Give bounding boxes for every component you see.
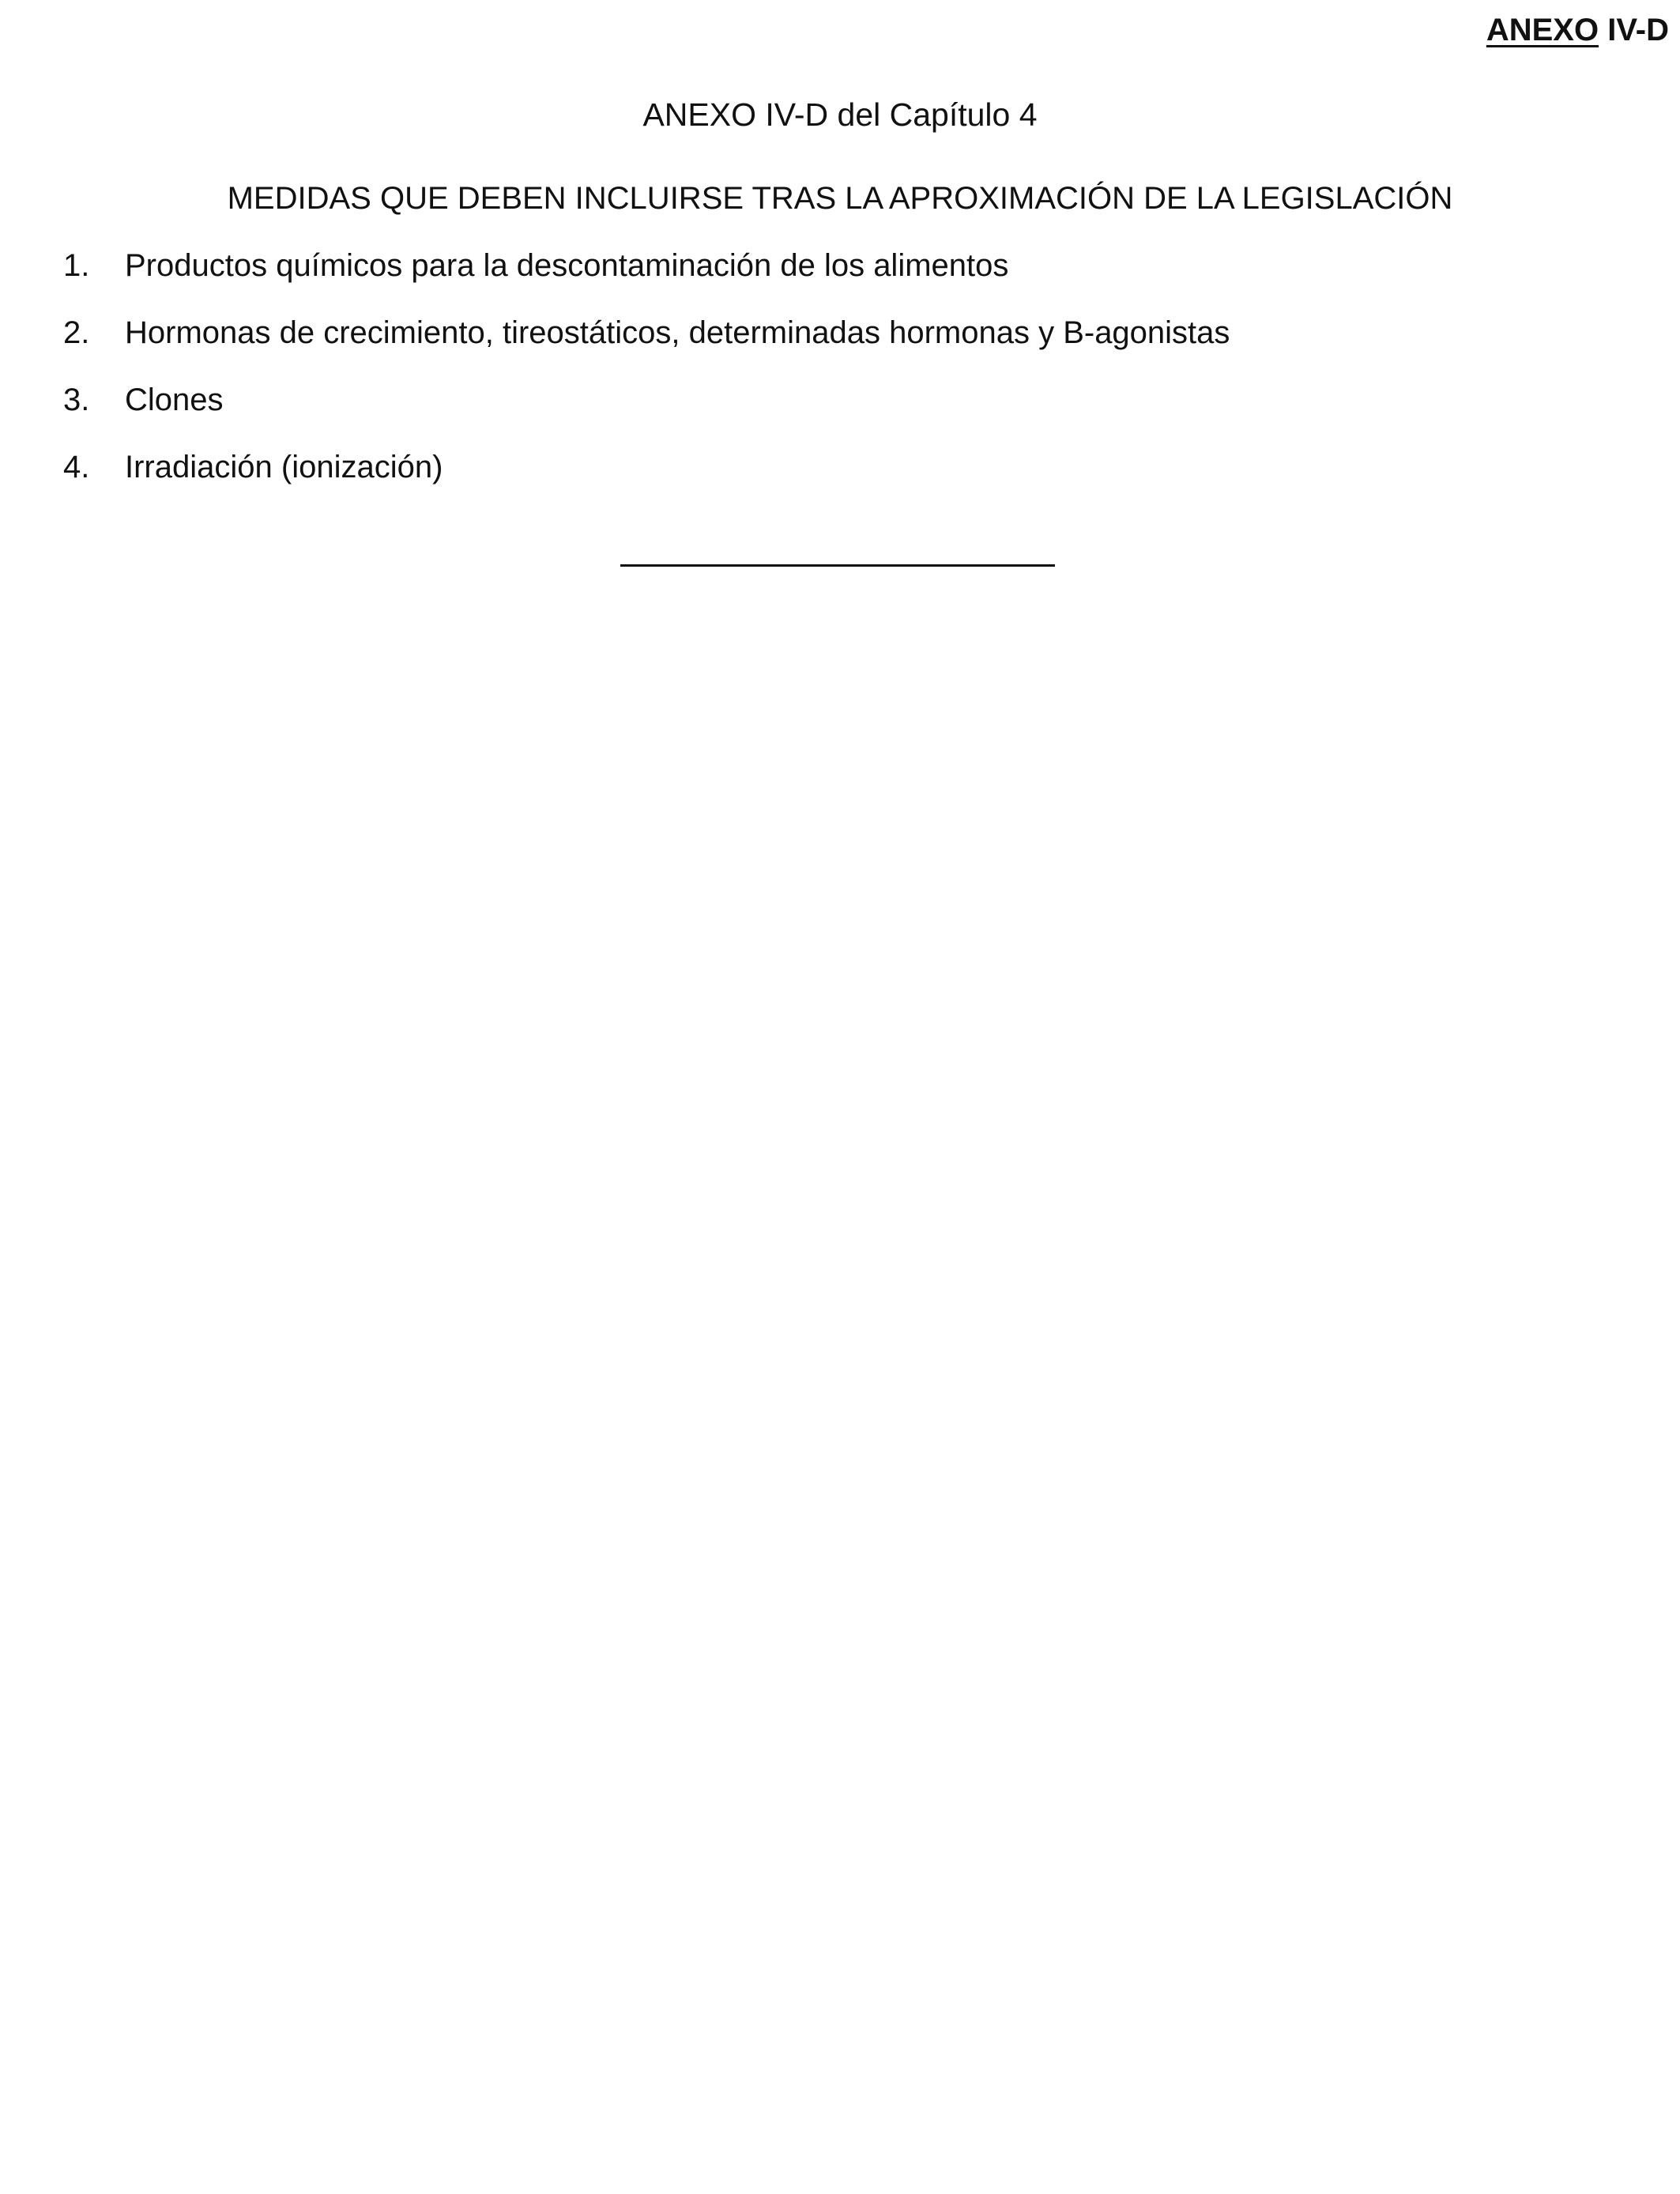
list-item-text: Productos químicos para la descontaminación de los alimentos [125,248,1009,283]
list-item [63,313,1230,380]
end-separator-line [620,564,1055,567]
measures-list [63,246,1230,515]
list-item-number: 3. [63,383,90,417]
list-item-number: 4. [63,450,90,484]
list-item-number: 1. [63,248,90,283]
list-item [63,246,1230,313]
list-item [63,380,1230,447]
annex-reference-code: IV-D [1599,13,1669,47]
list-item [63,447,1230,515]
document-subtitle: MEDIDAS QUE DEBEN INCLUIRSE TRAS LA APROXIMACIÓN DE LA LEGISLACIÓN [227,181,1453,216]
document-title: ANEXO IV-D del Capítulo 4 [642,96,1038,133]
list-item-text: Clones [125,383,224,417]
annex-reference [1486,11,1669,49]
list-item-text: Irradiación (ionización) [125,450,443,484]
annex-reference-word: ANEXO [1486,13,1599,47]
list-item-text: Hormonas de crecimiento, tireostáticos, determinadas hormonas y B-agonistas [125,315,1230,350]
list-item-number: 2. [63,315,90,350]
